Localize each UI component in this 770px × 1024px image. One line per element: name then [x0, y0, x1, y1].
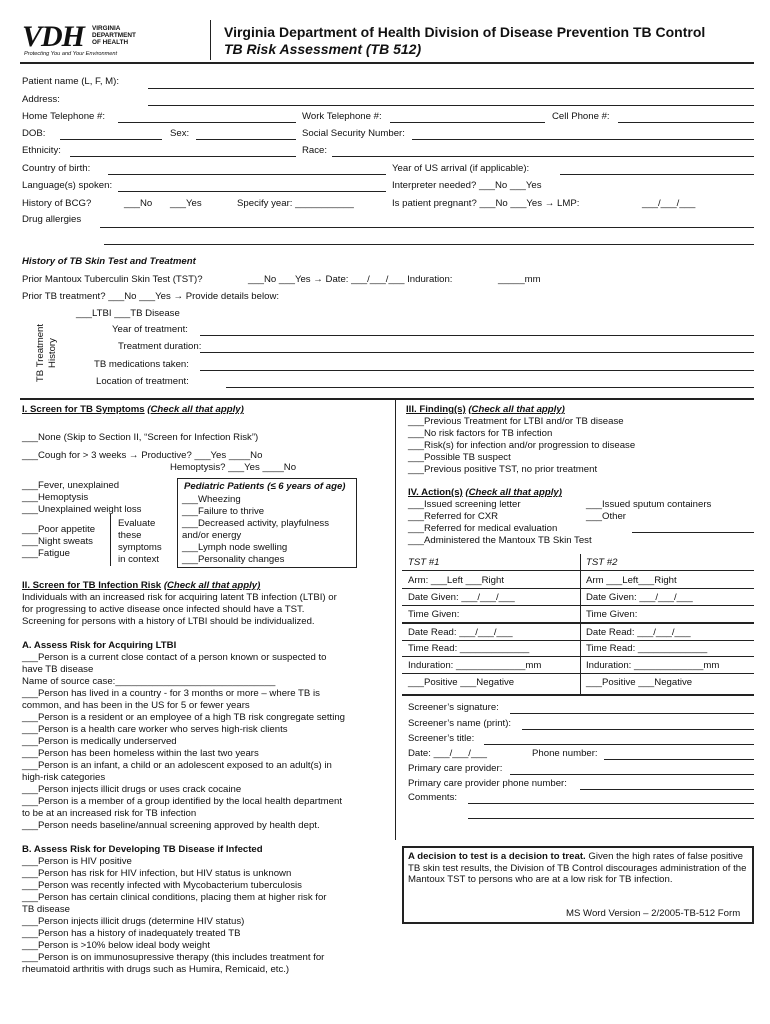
field-pcp-phone[interactable]	[580, 789, 754, 790]
ltbi-disease-options[interactable]: ___LTBI ___TB Disease	[76, 308, 180, 319]
label-drug-allergies: Drug allergies	[22, 214, 82, 225]
symptom-night-sweats[interactable]: ___Night sweats	[22, 536, 93, 547]
field-comments-2[interactable]	[468, 818, 754, 819]
tst1-time-given[interactable]: Time Given:	[408, 609, 460, 620]
tst-rule	[402, 656, 754, 657]
hemoptysis-question[interactable]: Hemoptysis? ___Yes ____No	[170, 462, 297, 473]
label-screener-name: Screener’s name (print):	[408, 718, 512, 729]
label-country: Country of birth:	[22, 163, 91, 174]
evaluate-bracket	[110, 514, 111, 566]
section2-intro-1: Individuals with an increased risk for acquiring latent TB infection (LTBI) or	[22, 592, 337, 603]
action-item[interactable]: ___Issued screening letter	[408, 499, 521, 510]
peds-energy: and/or energy	[182, 530, 242, 541]
symptom-hemoptysis[interactable]: ___Hemoptysis	[22, 492, 89, 503]
label-pcp: Primary care provider:	[408, 763, 503, 774]
action-item[interactable]: ___Other	[586, 511, 627, 522]
tst-rule	[402, 605, 754, 606]
peds-personality[interactable]: ___Personality changes	[182, 554, 285, 565]
finding-item[interactable]: ___Previous Treatment for LTBI and/or TB disease	[408, 416, 624, 427]
form-version: MS Word Version – 2/2005-TB-512 Form	[566, 908, 741, 919]
tst-rule	[402, 673, 754, 674]
section2-intro-2: for progressing to active disease once infected should have a TST.	[22, 604, 305, 615]
risk-a-item[interactable]: ___Person is a resident or an employee of a high TB risk congregate setting	[22, 712, 346, 723]
label-address: Address:	[22, 94, 60, 105]
symptom-fever[interactable]: ___Fever, unexplained	[22, 480, 120, 491]
risk-a-item: common, and has been in the US for 5 or fewer years	[22, 700, 250, 711]
section1-heading: I. Screen for TB Symptoms (Check all that apply)	[22, 404, 244, 415]
risk-a-item: to be at an increased risk for TB infection	[22, 808, 197, 819]
label-cell-phone: Cell Phone #:	[552, 111, 610, 122]
section2b-heading: B. Assess Risk for Developing TB Disease if Infected	[22, 844, 263, 855]
label-race: Race:	[302, 145, 328, 156]
risk-b-item[interactable]: ___Person injects illicit drugs (determine HIV status)	[22, 916, 245, 927]
field-ssn[interactable]	[412, 139, 754, 140]
risk-b-item[interactable]: ___Person was recently infected with Mycobacterium tuberculosis	[22, 880, 302, 891]
risk-b-item[interactable]: ___Person is on immunosupressive therapy (this includes treatment for	[22, 952, 325, 963]
prior-treatment-question[interactable]: Prior TB treatment? ___No ___Yes → Provide details below:	[22, 291, 280, 302]
symptom-weight-loss[interactable]: ___Unexplained weight loss	[22, 504, 142, 515]
tst1-result[interactable]: ___Positive ___Negative	[408, 677, 515, 688]
peds-wheezing[interactable]: ___Wheezing	[182, 494, 241, 505]
notice-text: A decision to test is a decision to treat. Given the high rates of false positive TB skin test results, the Division of TB Control discourages administration of the Mantoux TST to persons who are at a low risk for TB infection.	[408, 851, 747, 885]
header-underline	[20, 62, 754, 64]
logo-org-line-2: DEPARTMENT	[92, 32, 136, 39]
evaluate-note-1: Evaluate	[118, 518, 156, 529]
risk-a-item[interactable]: ___Person injects illicit drugs or uses crack cocaine	[22, 784, 242, 795]
tst1-time-read[interactable]: Time Read: _____________	[408, 643, 530, 654]
label-medications: TB medications taken:	[94, 359, 189, 370]
field-sex[interactable]	[196, 139, 296, 140]
field-cell-phone[interactable]	[618, 122, 754, 123]
prior-tst-question: Prior Mantoux Tuberculin Skin Test (TST)?	[22, 274, 203, 285]
cough-option[interactable]: ___Cough for > 3 weeks → Productive? ___Yes ____No	[22, 450, 263, 461]
field-location[interactable]	[226, 387, 754, 388]
finding-item[interactable]: ___Previous positive TST, no prior treatment	[408, 464, 598, 475]
action-item[interactable]: ___Referred for medical evaluation	[408, 523, 558, 534]
risk-a-item[interactable]: ___Person is an infant, a child or an adolescent exposed to an adult(s) in	[22, 760, 332, 771]
tst2-arm[interactable]: Arm ___Left___Right	[586, 575, 677, 586]
evaluate-note-3: symptoms	[118, 542, 162, 553]
page-title: Virginia Department of Health Division of Disease Prevention TB Control	[224, 24, 706, 40]
symptom-poor-appetite[interactable]: ___Poor appetite	[22, 524, 96, 535]
field-comments-1[interactable]	[468, 803, 754, 804]
tst2-time-given[interactable]: Time Given:	[586, 609, 638, 620]
page-subtitle: TB Risk Assessment (TB 512)	[224, 41, 422, 57]
prior-tst-options[interactable]: ___No ___Yes → Date: ___/___/___ Induration:	[248, 274, 453, 285]
field-year-treatment[interactable]	[200, 335, 754, 336]
tst-rule	[402, 694, 754, 696]
label-pcp-phone: Primary care provider phone number:	[408, 778, 567, 789]
logo-org-line-1: VIRGINIA	[92, 25, 121, 32]
section-divider	[20, 398, 754, 400]
field-ethnicity[interactable]	[70, 156, 296, 157]
field-us-arrival[interactable]	[560, 174, 754, 175]
tst2-result[interactable]: ___Positive ___Negative	[586, 677, 693, 688]
field-work-phone[interactable]	[390, 122, 545, 123]
finding-item[interactable]: ___Possible TB suspect	[408, 452, 511, 463]
bcg-no-option[interactable]: ___No	[124, 198, 153, 209]
peds-lymph-node[interactable]: ___Lymph node swelling	[182, 542, 288, 553]
tst2-induration[interactable]: Induration: _____________mm	[586, 660, 720, 671]
header-divider	[210, 20, 211, 60]
field-country[interactable]	[108, 174, 386, 175]
tst-rule	[402, 570, 754, 571]
field-pcp[interactable]	[510, 774, 754, 775]
field-address[interactable]	[148, 105, 754, 106]
risk-a-item[interactable]: ___Person has been homeless within the last two years	[22, 748, 259, 759]
tst-rule	[402, 640, 754, 641]
risk-a-item[interactable]: ___Person has lived in a country - for 3 months or more – where TB is	[22, 688, 320, 699]
section2a-heading: A. Assess Risk for Acquiring LTBI	[22, 640, 177, 651]
tst2-date-given[interactable]: Date Given: ___/___/___	[586, 592, 693, 603]
label-year-treatment: Year of treatment:	[112, 324, 188, 335]
tst1-induration[interactable]: Induration: _____________mm	[408, 660, 542, 671]
risk-a-item[interactable]: ___Person is a health care worker who serves high-risk clients	[22, 724, 288, 735]
finding-item[interactable]: ___Risk(s) for infection and/or progression to disease	[408, 440, 636, 451]
label-bcg: History of BCG?	[22, 198, 92, 209]
label-work-phone: Work Telephone #:	[302, 111, 382, 122]
label-screener-signature: Screener’s signature:	[408, 702, 499, 713]
prior-tst-induration[interactable]: _____mm	[498, 274, 541, 285]
section3-heading: III. Finding(s) (Check all that apply)	[406, 404, 565, 415]
evaluate-note-4: in context	[118, 554, 160, 565]
section2-heading: II. Screen for TB Infection Risk (Check all that apply)	[22, 580, 261, 591]
peds-decreased-activity[interactable]: ___Decreased activity, playfulness	[182, 518, 330, 529]
field-screener-signature[interactable]	[510, 713, 754, 714]
field-phone[interactable]	[604, 759, 754, 760]
tst2-time-read[interactable]: Time Read: _____________	[586, 643, 708, 654]
risk-a-item[interactable]: ___Person is medically underserved	[22, 736, 177, 747]
field-medications[interactable]	[200, 370, 754, 371]
tst2-header: TST #2	[586, 557, 618, 568]
bcg-yes-option[interactable]: ___Yes	[170, 198, 202, 209]
logo-tagline: Protecting You and Your Environment	[24, 51, 118, 57]
field-drug-allergies-2[interactable]	[104, 244, 754, 245]
history-heading: History of TB Skin Test and Treatment	[22, 256, 196, 267]
field-race[interactable]	[332, 156, 754, 157]
label-us-arrival: Year of US arrival (if applicable):	[392, 163, 530, 174]
risk-b-item[interactable]: ___Person is HIV positive	[22, 856, 132, 867]
field-other-action[interactable]	[632, 532, 754, 533]
label-sex: Sex:	[170, 128, 190, 139]
risk-a-item[interactable]: ___Person is a current close contact of a person known or suspected to	[22, 652, 327, 663]
bcg-specify-year[interactable]: Specify year: ___________	[237, 198, 354, 209]
label-language: Language(s) spoken:	[22, 180, 113, 191]
logo-org-line-3: OF HEALTH	[92, 39, 129, 46]
action-item[interactable]: ___Administered the Mantoux TB Skin Test	[408, 535, 592, 546]
interpreter-needed[interactable]: Interpreter needed? ___No ___Yes	[392, 180, 542, 191]
section4-heading: IV. Action(s) (Check all that apply)	[408, 487, 562, 498]
pregnant-question[interactable]: Is patient pregnant? ___No ___Yes → LMP:	[392, 198, 580, 209]
risk-b-item[interactable]: ___Person is >10% below ideal body weight	[22, 940, 211, 951]
risk-b-item[interactable]: ___Person has risk for HIV infection, but HIV status is unknown	[22, 868, 292, 879]
risk-a-item[interactable]: Name of source case:______________________________	[22, 676, 276, 687]
label-location: Location of treatment:	[96, 376, 189, 387]
label-patient-name: Patient name (L, F, M):	[22, 76, 120, 87]
evaluate-note-2: these	[118, 530, 142, 541]
peds-failure-thrive[interactable]: ___Failure to thrive	[182, 506, 265, 517]
field-screener-title[interactable]	[484, 744, 754, 745]
tst-rule	[402, 622, 754, 624]
label-screener-title: Screener’s title:	[408, 733, 475, 744]
field-treatment-duration[interactable]	[200, 352, 754, 353]
field-patient-name[interactable]	[148, 88, 754, 89]
risk-b-item: rheumatoid arthritis with drugs such as Humira, Remicaid, etc.)	[22, 964, 290, 975]
tst2-date-read[interactable]: Date Read: ___/___/___	[586, 627, 691, 638]
risk-b-item[interactable]: ___Person has a history of inadequately treated TB	[22, 928, 241, 939]
tst-rule	[402, 588, 754, 589]
field-dob[interactable]	[60, 139, 162, 140]
action-item[interactable]: ___Referred for CXR	[408, 511, 499, 522]
finding-item[interactable]: ___No risk factors for TB infection	[408, 428, 553, 439]
label-ethnicity: Ethnicity:	[22, 145, 61, 156]
logo-letters: VDH	[22, 20, 85, 53]
label-dob: DOB:	[22, 128, 46, 139]
risk-a-item: have TB disease	[22, 664, 94, 675]
label-ssn: Social Security Number:	[302, 128, 405, 139]
section2-intro-3: Screening for persons with a history of LTBI should be individualized.	[22, 616, 315, 627]
symptom-fatigue[interactable]: ___Fatigue	[22, 548, 71, 559]
column-divider	[395, 400, 396, 840]
tst1-header: TST #1	[408, 557, 440, 568]
tst1-date-read[interactable]: Date Read: ___/___/___	[408, 627, 513, 638]
field-screener-name[interactable]	[522, 729, 754, 730]
action-item[interactable]: ___Issued sputum containers	[586, 499, 712, 510]
tb-treatment-history-label: TB Treatment History	[35, 323, 58, 383]
risk-a-item: high-risk categories	[22, 772, 106, 783]
tst1-arm[interactable]: Arm: ___Left ___Right	[408, 575, 504, 586]
symptoms-none-option[interactable]: ___None (Skip to Section II, “Screen for Infection Risk”)	[22, 432, 259, 443]
risk-a-item[interactable]: ___Person needs baseline/annual screening approved by health dept.	[22, 820, 320, 831]
screener-date[interactable]: Date: ___/___/___	[408, 748, 487, 759]
field-home-phone[interactable]	[118, 122, 296, 123]
field-drug-allergies-1[interactable]	[100, 227, 754, 228]
risk-b-item[interactable]: ___Person has certain clinical conditions, placing them at higher risk for	[22, 892, 327, 903]
vdh-logo	[22, 22, 172, 60]
field-language[interactable]	[118, 191, 386, 192]
lmp-date[interactable]: ___/___/___	[642, 198, 696, 209]
label-comments: Comments:	[408, 792, 458, 803]
pediatric-title: Pediatric Patients (≤ 6 years of age)	[184, 481, 346, 492]
risk-a-item[interactable]: ___Person is a member of a group identified by the local health department	[22, 796, 342, 807]
label-treatment-duration: Treatment duration:	[118, 341, 202, 352]
tst1-date-given[interactable]: Date Given: ___/___/___	[408, 592, 515, 603]
label-phone: Phone number:	[532, 748, 598, 759]
risk-b-item: TB disease	[22, 904, 70, 915]
label-home-phone: Home Telephone #:	[22, 111, 106, 122]
